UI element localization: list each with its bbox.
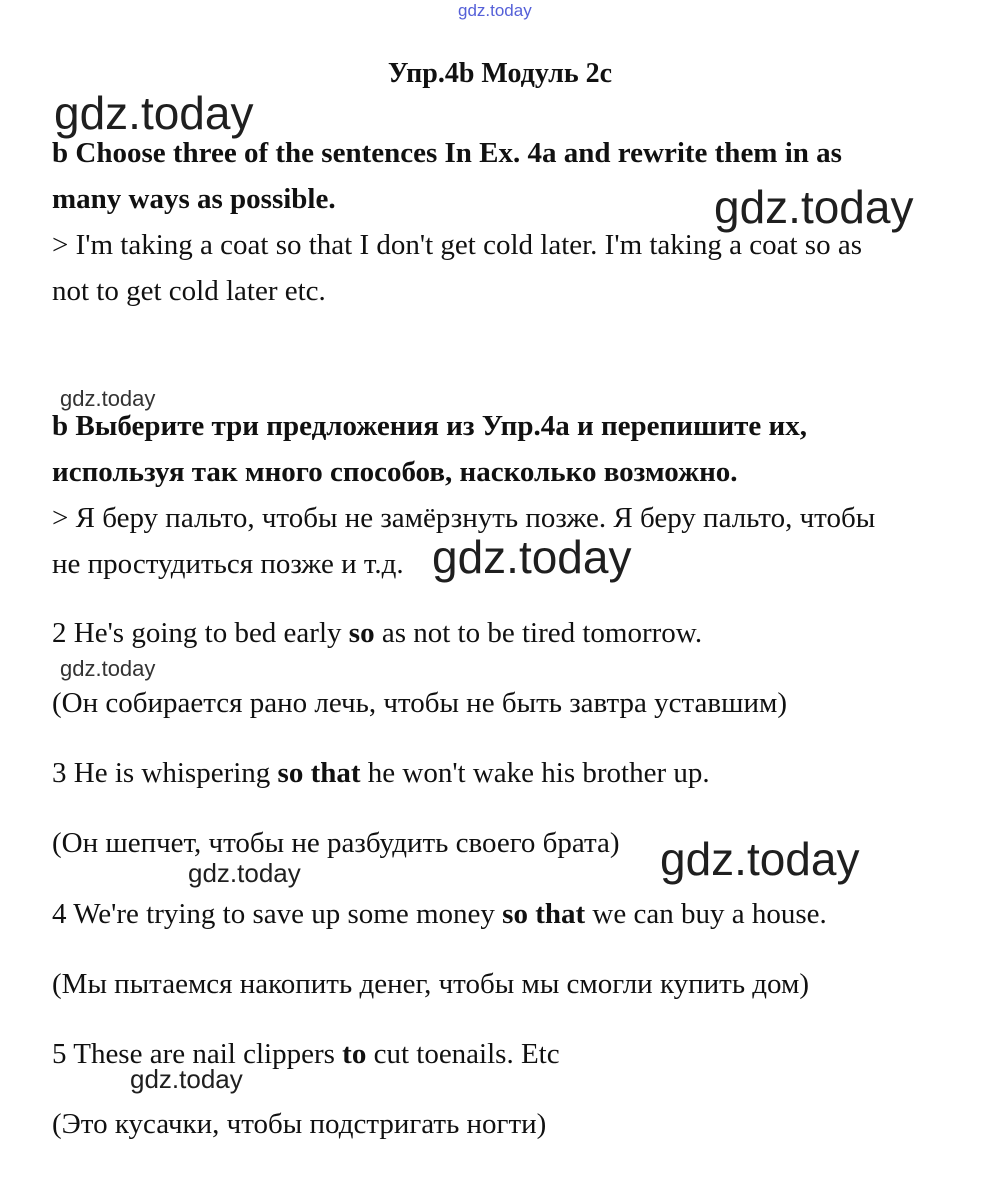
sentence-suffix: he won't wake his brother up. (360, 757, 710, 789)
english-task-line-2: many ways as possible. (52, 183, 336, 215)
sentence-prefix: 2 He's going to bed early (52, 617, 349, 649)
page-title: Упр.4b Модуль 2с (387, 58, 613, 89)
sentence-suffix: as not to be tired tomorrow. (374, 617, 703, 649)
watermark: gdz.today (60, 656, 156, 681)
translation-item-5: (Это кусачки, чтобы подстригать ногти) (52, 1108, 547, 1140)
sentence-keyword: so (348, 617, 375, 649)
sentence-suffix: cut toenails. Etc (366, 1038, 560, 1070)
sentence-prefix: 3 He is whispering (52, 757, 278, 789)
sentence-suffix: we can buy a house. (585, 898, 827, 930)
watermark: gdz.today (188, 858, 301, 888)
russian-example-line-1: > Я беру пальто, чтобы не замёрзнуть позже. Я беру пальто, чтобы (52, 502, 876, 534)
sentence-item-4 (52, 891, 827, 937)
russian-task-line-2: используя так много способов, насколько возможно. (52, 456, 738, 488)
russian-task-line-1: b Выберите три предложения из Упр.4a и перепишите их, (52, 410, 807, 442)
english-example-line-2: not to get cold later etc. (52, 275, 326, 307)
sentence-prefix: 4 We're trying to save up some money (52, 898, 503, 930)
header-watermark: gdz.today (458, 1, 532, 20)
translation-item-3: (Он шепчет, чтобы не разбудить своего брата) (52, 827, 620, 859)
english-example-line-1: > I'm taking a coat so that I don't get cold later. I'm taking a coat so as (52, 229, 862, 261)
sentence-item-5 (52, 1031, 560, 1077)
english-task-line-1: b Choose three of the sentences In Ex. 4a and rewrite them in as (52, 137, 842, 169)
watermark: gdz.today (130, 1064, 243, 1094)
sentence-keyword: so that (502, 898, 586, 930)
translation-item-2: (Он собирается рано лечь, чтобы не быть завтра уставшим) (52, 687, 787, 719)
watermark: gdz.today (714, 181, 914, 233)
sentence-item-2 (52, 610, 702, 656)
sentence-keyword: so that (277, 757, 361, 789)
watermark: gdz.today (432, 531, 632, 583)
watermark: gdz.today (660, 833, 860, 885)
translation-item-4: (Мы пытаемся накопить денег, чтобы мы смогли купить дом) (52, 968, 810, 1000)
russian-example-line-2: не простудиться позже и т.д. (52, 548, 404, 580)
sentence-item-3 (52, 750, 710, 796)
watermark: gdz.today (60, 386, 156, 411)
sentence-prefix: 5 These are nail clippers (52, 1038, 343, 1070)
sentence-keyword: to (342, 1038, 367, 1070)
watermark: gdz.today (54, 87, 254, 139)
